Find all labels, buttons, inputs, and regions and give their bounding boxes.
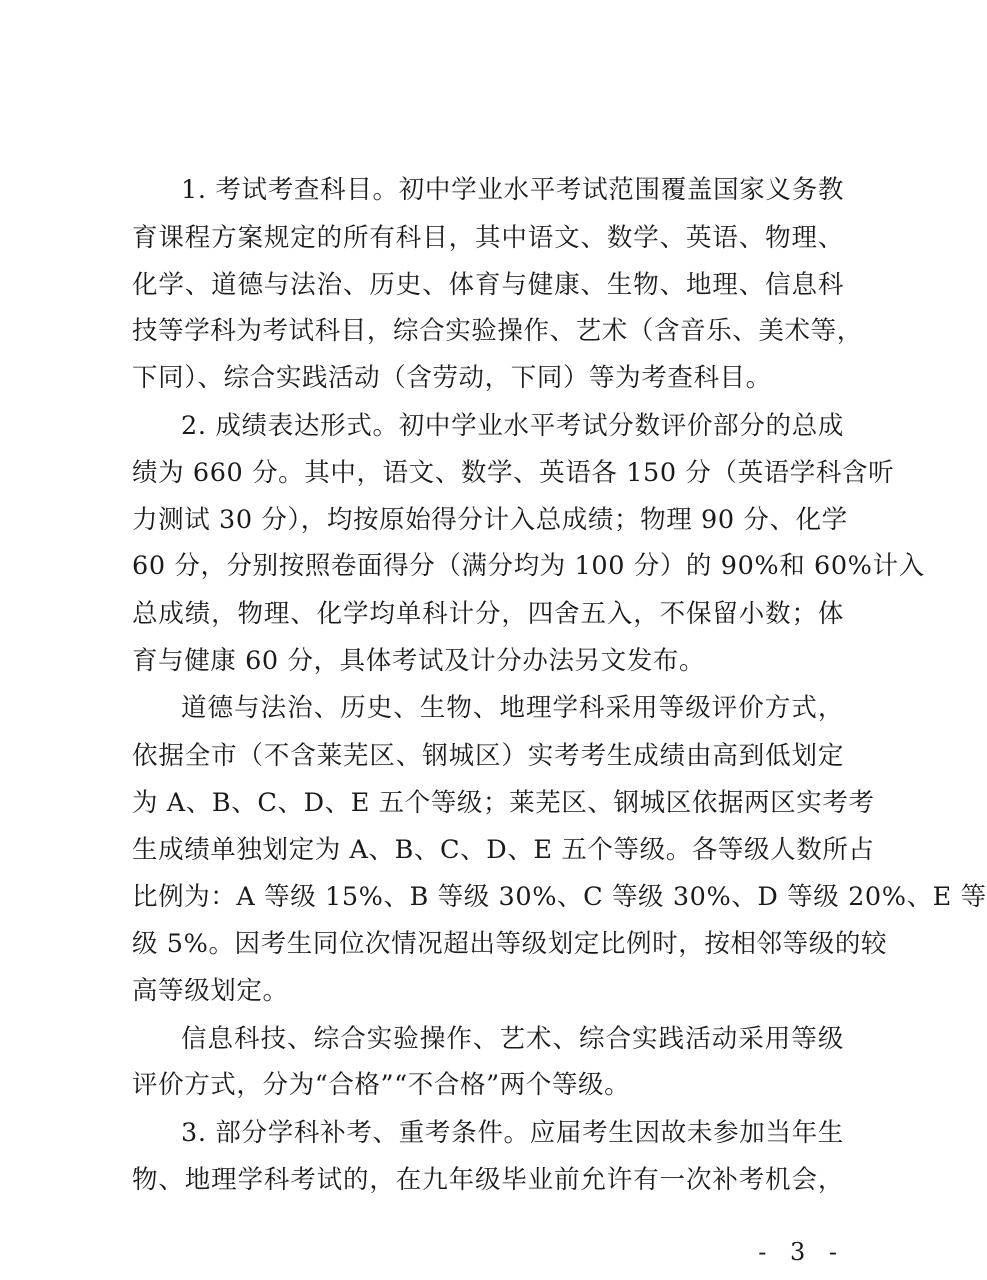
paragraph-3-line-5: 比例为：A 等级 15%、B 等级 30%、C 等级 30%、D 等级 20%、E 等: [132, 882, 987, 912]
paragraph-4-line-2: 评价方式，分为“合格”“不合格”两个等级。: [132, 1070, 631, 1100]
paragraph-2-line-6: 育与健康 60 分，具体考试及计分办法另文发布。: [132, 646, 706, 676]
paragraph-1-line-3: 化学、道德与法治、历史、体育与健康、生物、地理、信息科: [132, 270, 844, 300]
paragraph-2-line-3: 力测试 30 分），均按原始得分计入总成绩；物理 90 分、化学: [132, 505, 848, 535]
paragraph-1-line-2: 育课程方案规定的所有科目，其中语文、数学、英语、物理、: [132, 223, 844, 253]
paragraph-5-line-2: 物、地理学科考试的，在九年级毕业前允许有一次补考机会，: [132, 1165, 844, 1195]
paragraph-2-line-1: 2. 成绩表达形式。初中学业水平考试分数评价部分的总成: [181, 411, 844, 441]
paragraph-1-line-1: 1. 考试考查科目。初中学业水平考试范围覆盖国家义务教: [181, 175, 844, 205]
paragraph-5-line-1: 3. 部分学科补考、重考条件。应届考生因故未参加当年生: [181, 1118, 844, 1148]
page-number: - 3 -: [758, 1238, 845, 1266]
paragraph-3-line-4: 生成绩单独划定为 A、B、C、D、E 五个等级。各等级人数所占: [132, 835, 875, 865]
paragraph-3-line-7: 高等级划定。: [132, 976, 289, 1006]
paragraph-4-line-1: 信息科技、综合实验操作、艺术、综合实践活动采用等级: [181, 1024, 844, 1054]
paragraph-1-line-4: 技等学科为考试科目，综合实验操作、艺术（含音乐、美术等，: [132, 316, 863, 346]
paragraph-2-line-2: 绩为 660 分。其中，语文、数学、英语各 150 分（英语学科含听: [132, 458, 895, 488]
paragraph-3-line-3: 为 A、B、C、D、E 五个等级；莱芜区、钢城区依据两区实考考: [132, 788, 875, 818]
paragraph-3-line-6: 级 5%。因考生同位次情况超出等级划定比例时，按相邻等级的较: [132, 929, 888, 959]
paragraph-3-line-1: 道德与法治、历史、生物、地理学科采用等级评价方式，: [181, 693, 844, 723]
paragraph-2-line-4: 60 分，分别按照卷面得分（满分均为 100 分）的 90%和 60%计入: [132, 551, 925, 581]
paragraph-3-line-2: 依据全市（不含莱芜区、钢城区）实考考生成绩由高到低划定: [132, 741, 844, 771]
paragraph-1-line-5: 下同）、综合实践活动（含劳动，下同）等为考查科目。: [132, 363, 772, 393]
paragraph-2-line-5: 总成绩，物理、化学均单科计分，四舍五入，不保留小数；体: [132, 599, 844, 629]
